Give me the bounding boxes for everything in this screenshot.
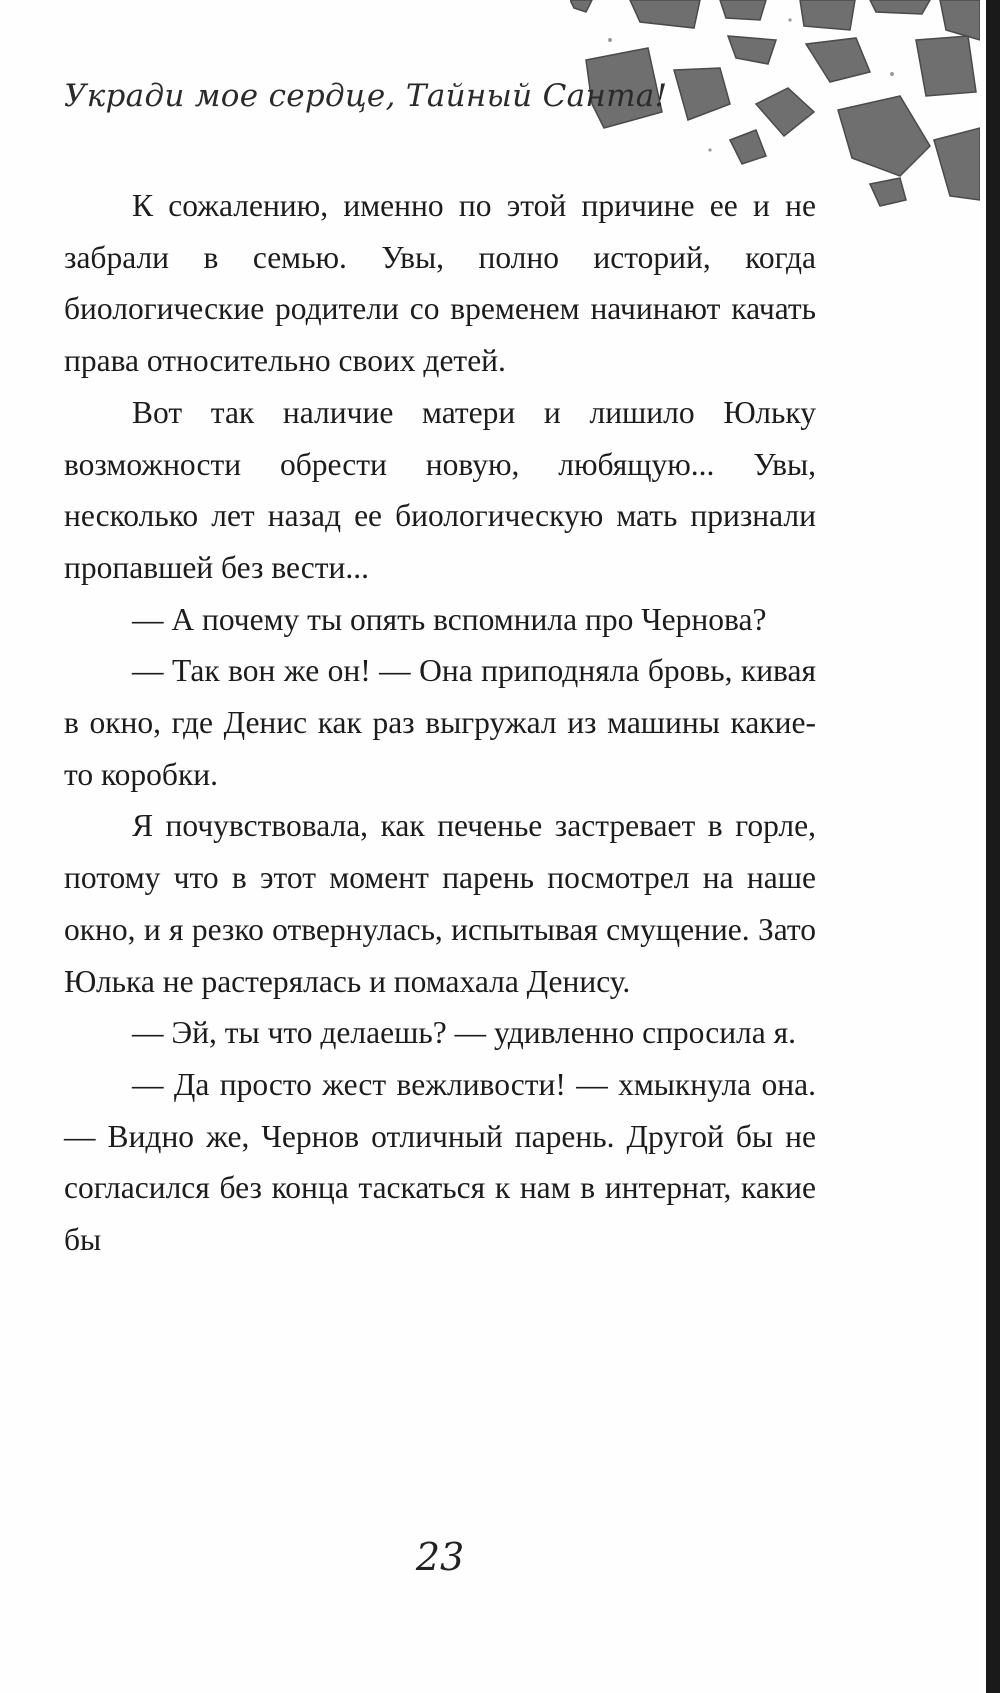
paragraph: К сожалению, именно по этой причине ее и не забрали в семью. Увы, полно историй, когда биологические родители со временем начинают качать права относительно своих детей.: [64, 188, 816, 379]
paragraph: — Эй, ты что делаешь? — удивленно спросила я.: [132, 1015, 796, 1051]
paragraph: — Так вон же он! — Она приподняла бровь, кивая в окно, где Денис как раз выгружал из машины какие-то коробки.: [64, 653, 816, 792]
paragraph: Я почувствовала, как печенье застревает в горле, потому что в этот момент парень посмотрел на наше окно, и я резко отвернулась, испытывая смущение. Зато Юлька не растерялась и помахала Денису.: [64, 808, 816, 999]
main-text: [64, 180, 816, 1266]
running-head-title: Укради мое сердце, Тайный Санта!: [64, 78, 668, 114]
paragraph: — А почему ты опять вспомнила про Чернова?: [132, 601, 767, 637]
paragraph: Вот так наличие матери и лишило Юльку возможности обрести новую, любящую... Увы, несколько лет назад ее биологическую мать признали пропавшей без вести...: [64, 394, 816, 585]
page-number: 23: [415, 1535, 465, 1579]
book-spine-shadow: [986, 0, 1000, 1693]
paragraph: — Да просто жест вежливости! — хмыкнула она. — Видно же, Чернов отличный парень. Другой бы не согласился без конца таскаться к нам в интернат, какие бы: [64, 1066, 816, 1258]
